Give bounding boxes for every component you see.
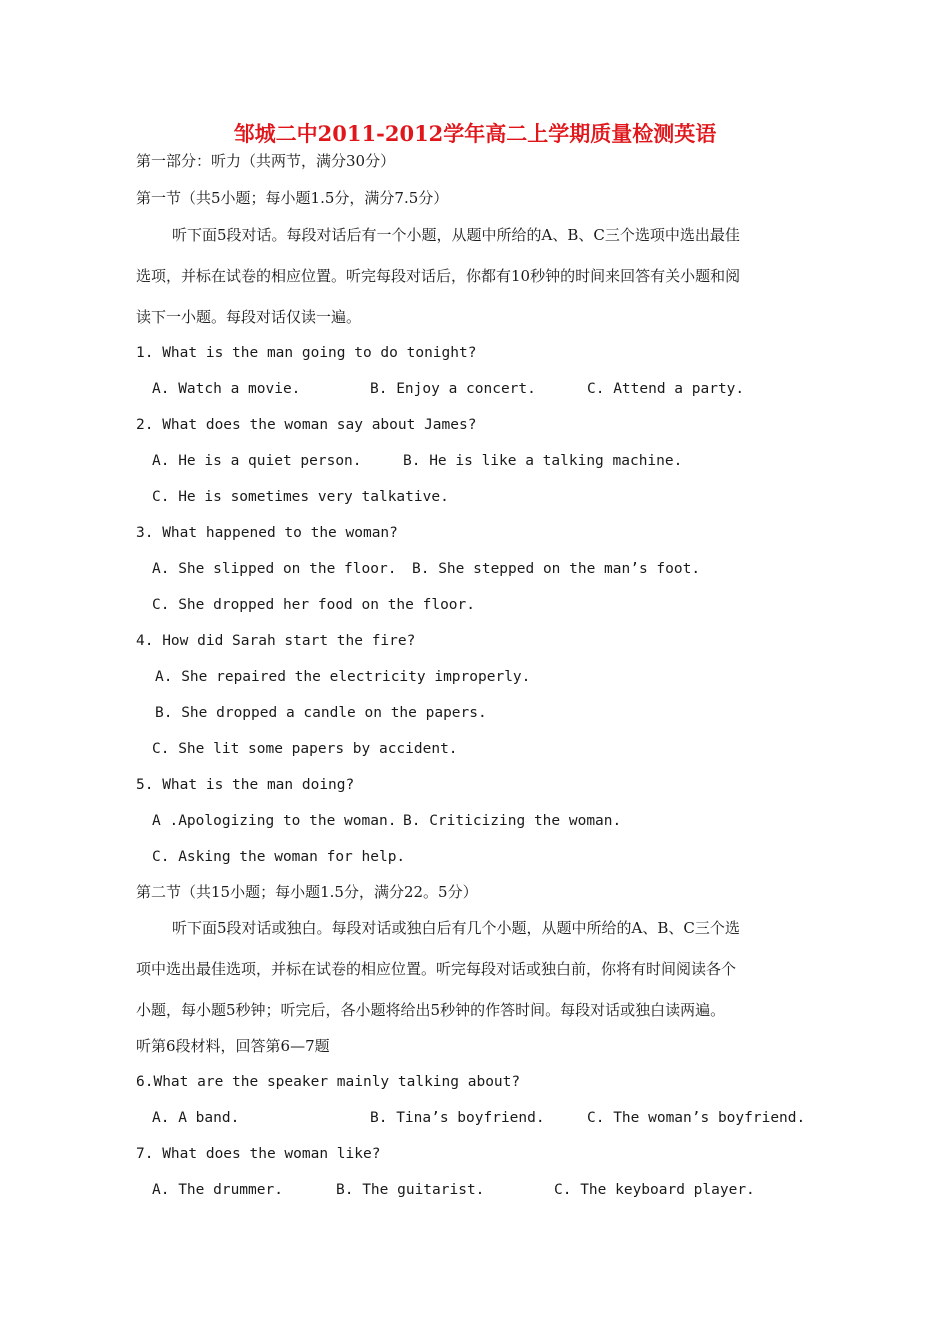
question-7-option-c: C. The keyboard player. bbox=[554, 1182, 755, 1198]
question-3-option-c: C. She dropped her food on the floor. bbox=[152, 597, 476, 613]
question-5-stem: 5. What is the man doing? bbox=[136, 777, 355, 793]
section2-instructions-line2: 项中选出最佳选项，并标在试卷的相应位置。听完每段对话或独白前，你将有时间阅读各个 bbox=[136, 960, 737, 978]
question-6-option-b: B. Tina’s boyfriend. bbox=[370, 1110, 545, 1126]
question-4-option-a: A. She repaired the electricity improperly. bbox=[155, 669, 531, 685]
question-5-option-b: B. Criticizing the woman. bbox=[403, 813, 622, 829]
section1-instructions-line2: 选项，并标在试卷的相应位置。听完每段对话后，你都有10秒钟的时间来回答有关小题和阅 bbox=[136, 267, 741, 285]
question-3-option-b: B. She stepped on the man’s foot. bbox=[412, 561, 701, 577]
question-2-stem: 2. What does the woman say about James? bbox=[136, 417, 477, 433]
section2-instructions-line1: 听下面5段对话或独白。每段对话或独白后有几个小题，从题中所给的A、B、C三个选 bbox=[172, 919, 740, 937]
part1-heading: 第一部分：听力（共两节，满分30分） bbox=[136, 152, 396, 170]
question-6-option-a: A. A band. bbox=[152, 1110, 240, 1126]
question-3-option-a: A. She slipped on the floor. bbox=[152, 561, 397, 577]
question-2-option-b: B. He is like a talking machine. bbox=[403, 453, 683, 469]
section2-instructions-line3: 小题，每小题5秒钟；听完后，各小题将给出5秒钟的作答时间。每段对话或独白读两遍。 bbox=[136, 1001, 726, 1019]
question-1-option-a: A. Watch a movie. bbox=[152, 381, 301, 397]
question-5-option-c: C. Asking the woman for help. bbox=[152, 849, 406, 865]
question-1-option-c: C. Attend a party. bbox=[587, 381, 745, 397]
question-1-stem: 1. What is the man going to do tonight? bbox=[136, 345, 477, 361]
question-1-option-b: B. Enjoy a concert. bbox=[370, 381, 536, 397]
section1-heading: 第一节（共5小题；每小题1.5分，满分7.5分） bbox=[136, 189, 449, 207]
material-6-heading: 听第6段材料，回答第6—7题 bbox=[136, 1037, 330, 1055]
question-6-stem: 6.What are the speaker mainly talking about? bbox=[136, 1074, 521, 1090]
question-2-option-c: C. He is sometimes very talkative. bbox=[152, 489, 449, 505]
question-2-option-a: A. He is a quiet person. bbox=[152, 453, 362, 469]
question-7-option-a: A. The drummer. bbox=[152, 1182, 283, 1198]
question-7-option-b: B. The guitarist. bbox=[336, 1182, 485, 1198]
section1-instructions-line1: 听下面5段对话。每段对话后有一个小题，从题中所给的A、B、C三个选项中选出最佳 bbox=[172, 226, 740, 244]
section1-instructions-line3: 读下一小题。每段对话仅读一遍。 bbox=[136, 308, 362, 326]
question-6-option-c: C. The woman’s boyfriend. bbox=[587, 1110, 806, 1126]
question-4-option-b: B. She dropped a candle on the papers. bbox=[155, 705, 487, 721]
question-3-stem: 3. What happened to the woman? bbox=[136, 525, 398, 541]
question-5-option-a: A .Apologizing to the woman. bbox=[152, 813, 397, 829]
page-title: 邹城二中2011-2012学年高二上学期质量检测英语 bbox=[233, 121, 717, 146]
question-4-stem: 4. How did Sarah start the fire? bbox=[136, 633, 416, 649]
section2-heading: 第二节（共15小题；每小题1.5分，满分22。5分） bbox=[136, 883, 478, 901]
question-4-option-c: C. She lit some papers by accident. bbox=[152, 741, 458, 757]
question-7-stem: 7. What does the woman like? bbox=[136, 1146, 381, 1162]
